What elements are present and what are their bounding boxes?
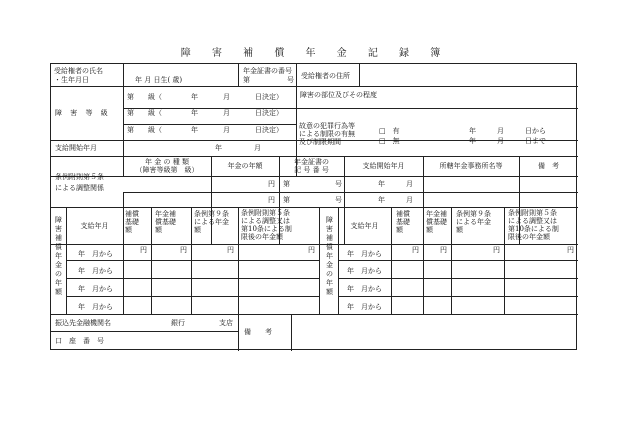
rule (423, 207, 424, 314)
annual-right-col-basic-2: 基礎 (396, 218, 410, 226)
rule (123, 207, 124, 314)
col-start-month: 支給開始年月 (362, 162, 405, 170)
annual-left-row-1-from: 年 月から (78, 250, 113, 258)
restriction-label-2: による制限の有無 (299, 130, 355, 138)
rule (123, 124, 296, 125)
account-number-label: 口 座 番 号 (55, 337, 104, 345)
annual-left-col-art9-2: による年金 (194, 218, 229, 226)
grade-row-1[interactable]: 第 級（ (127, 93, 162, 101)
annual-right-col-basic-3: 額 (396, 226, 403, 234)
annual-left-col-month: 支給年月 (80, 222, 109, 230)
adjust-row-1-yen: 円 (268, 180, 275, 188)
rule (338, 278, 578, 279)
col-cert-symbol: 記 号 番 号 (294, 166, 329, 174)
col-pension-office: 所轄年金事務所名等 (439, 162, 503, 170)
annual-right-col-pension-2: 償基礎 (426, 218, 447, 226)
record-form (50, 63, 577, 350)
annual-right-row-4-from: 年 月から (347, 303, 382, 311)
rule (504, 207, 505, 314)
grade-row-2-year: 年 (191, 109, 198, 117)
adjust-row-1-month: 月 (406, 180, 413, 188)
cert-number-dai: 第 (243, 76, 250, 84)
col-note: 備 考 (538, 162, 559, 170)
annual-right-row-1-from: 年 月から (347, 250, 382, 258)
adjust-label-1: 条例附則第５条 (55, 173, 104, 181)
rule (51, 156, 578, 157)
annual-right-col-month: 支給年月 (350, 222, 379, 230)
annual-left-row-1-yen-3: 円 (227, 246, 234, 254)
rule (338, 260, 578, 261)
birth-date-fields[interactable]: 年 月 日生( 歳) (135, 76, 183, 84)
bank-note-label: 備 考 (244, 328, 272, 336)
adjust-row-2-month: 月 (406, 196, 413, 204)
adjust-label-2: による調整関係 (55, 184, 104, 192)
annual-left-col-basic-2: 基礎 (125, 218, 139, 226)
restriction-label-1: 故意の犯罪行為等 (299, 122, 355, 130)
annual-left-row-4-from: 年 月から (78, 303, 113, 311)
rule (338, 296, 578, 297)
grade-row-2-month: 月 (223, 109, 230, 117)
annual-right-col-limit-1: 条例附則第５条 (508, 209, 557, 217)
payment-start-label: 支給開始年月 (55, 144, 97, 152)
annual-right-row-1-yen-4: 円 (567, 246, 574, 254)
restriction-yes-checkbox[interactable]: □ 有 (379, 127, 400, 135)
annual-right-col-art9-2: による年金 (456, 218, 491, 226)
rule (238, 64, 239, 86)
adjust-row-1-dai: 第 (283, 180, 290, 188)
grade-row-1-month: 月 (223, 93, 230, 101)
restriction-label-3: 及び制限期間 (299, 138, 341, 146)
annual-left-row-1-yen-1: 円 (140, 246, 147, 254)
adjust-row-2-dai: 第 (283, 196, 290, 204)
rule (66, 278, 319, 279)
annual-left-col-pension-2: 償基礎 (155, 218, 176, 226)
annual-right-vertical-label: 障害補償年金の年額 (326, 216, 333, 296)
grade-row-3[interactable]: 第 級（ (127, 126, 162, 134)
rule (123, 192, 124, 207)
address-label: 受給権者の住所 (301, 72, 350, 80)
rule (191, 207, 192, 314)
rule (238, 207, 239, 351)
adjust-row-2-go: 号 (335, 196, 342, 204)
annual-right-row-1-yen-1: 円 (412, 246, 419, 254)
address-field[interactable] (360, 65, 576, 85)
restriction-period-from: 年 月 日から (469, 127, 546, 135)
grade-row-3-month: 月 (223, 126, 230, 134)
grade-row-1-day: 日決定） (255, 93, 283, 101)
adjust-row-1-year: 年 (378, 180, 385, 188)
account-number-field[interactable] (124, 332, 237, 349)
payment-start-year: 年 (215, 144, 222, 152)
rule (451, 207, 452, 314)
adjust-row-2-year: 年 (378, 196, 385, 204)
annual-left-row-3-from: 年 月から (78, 285, 113, 293)
annual-right-col-pension-1: 年金補 (426, 210, 447, 218)
grade-row-3-year: 年 (191, 126, 198, 134)
annual-right-row-1-yen-2: 円 (440, 246, 447, 254)
annual-left-row-1-yen-4: 円 (308, 246, 315, 254)
grade-row-2-day: 日決定） (255, 109, 283, 117)
restriction-no-checkbox[interactable]: □ 無 (379, 137, 400, 145)
annual-left-row-1-yen-2: 円 (180, 246, 187, 254)
rule (319, 207, 320, 314)
rule (66, 296, 319, 297)
annual-left-vertical-label: 障害補償年金の年額 (55, 216, 62, 296)
bank-note-field[interactable] (292, 315, 576, 349)
recipient-birth-label: ・生年月日 (54, 76, 89, 84)
annual-right-col-basic-1: 補償 (396, 210, 410, 218)
grade-row-2[interactable]: 第 級（ (127, 109, 162, 117)
annual-right-row-1-yen-3: 円 (493, 246, 500, 254)
rule (66, 260, 319, 261)
annual-right-row-3-from: 年 月から (347, 285, 382, 293)
annual-left-col-art9-1: 条例第９条 (194, 210, 229, 218)
restriction-period-to: 年 月 日まで (469, 137, 546, 145)
cert-number-go: 号 (287, 76, 294, 84)
rule (51, 244, 578, 245)
annual-right-col-art9-1: 条例第９条 (456, 210, 491, 218)
annual-left-col-basic-3: 額 (125, 226, 132, 234)
adjust-row-1-go: 号 (335, 180, 342, 188)
bank-suffix: 銀行 (171, 319, 185, 327)
branch-suffix: 支店 (219, 319, 233, 327)
annual-left-col-limit-2: による調整又は (241, 217, 290, 225)
rule (51, 207, 578, 208)
cert-number-label: 年金証書の番号 (243, 67, 292, 75)
page-title: 障 害 補 償 年 金 記 録 簿 (180, 48, 450, 59)
annual-left-col-limit-4: 限後の年金額 (241, 233, 283, 241)
rule (51, 176, 578, 177)
annual-left-col-art9-3: 額 (194, 226, 201, 234)
rule (51, 86, 578, 87)
annual-left-col-limit-3: 第10条による制 (241, 225, 292, 233)
bank-name-label: 振込先金融機関名 (55, 319, 111, 327)
grade-row-3-day: 日決定） (255, 126, 283, 134)
recipient-name-label: 受給権者の氏名 (54, 67, 103, 75)
adjust-row-2-yen: 円 (268, 196, 275, 204)
annual-right-col-limit-4: 限後の年金額 (508, 233, 550, 241)
annual-right-col-pension-3: 額 (426, 226, 433, 234)
annual-left-col-pension-3: 額 (155, 226, 162, 234)
annual-right-col-art9-3: 額 (456, 226, 463, 234)
annual-left-col-basic-1: 補償 (125, 210, 139, 218)
disability-part-label: 障害の部位及びその程度 (300, 91, 377, 99)
annual-right-row-2-from: 年 月から (347, 267, 382, 275)
rule (151, 207, 152, 314)
rule (123, 192, 578, 193)
annual-left-col-pension-1: 年金補 (155, 210, 176, 218)
col-cert-number: 年金証書の (294, 158, 329, 166)
payment-start-month: 月 (254, 144, 261, 152)
annual-left-row-2-from: 年 月から (78, 267, 113, 275)
col-pension-kind: 年 金 の 種 類 (145, 158, 189, 166)
annual-left-col-limit-1: 条例附則第５条 (241, 209, 290, 217)
rule (391, 207, 392, 314)
grade-row-1-year: 年 (191, 93, 198, 101)
disability-grade-label: 障 害 等 級 (55, 109, 111, 117)
annual-right-col-limit-2: による調整又は (508, 217, 557, 225)
col-pension-kind-grade: （障害等級第 級） (135, 166, 199, 174)
col-annual-amount: 年金の年額 (227, 162, 263, 170)
annual-right-col-limit-3: 第10条による制 (508, 225, 559, 233)
